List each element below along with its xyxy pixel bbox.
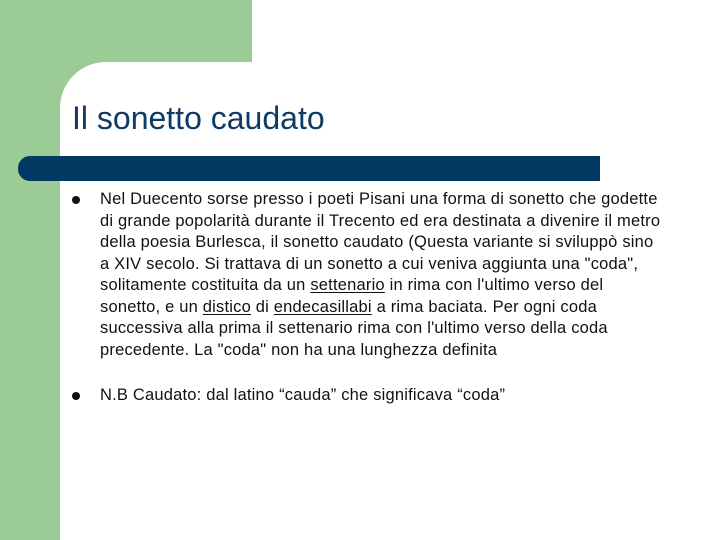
bullet-dot-icon bbox=[72, 196, 80, 204]
title-underline-bar bbox=[18, 156, 600, 181]
bullet-2-text: N.B Caudato: dal latino “cauda” che significava “coda” bbox=[100, 386, 506, 404]
slide-title: Il sonetto caudato bbox=[72, 100, 325, 136]
bullet-item-1 bbox=[72, 189, 662, 361]
endecasillabi-link[interactable]: endecasillabi bbox=[273, 297, 372, 316]
bullet-1-text-part-1: Nel Duecento sorse presso i poeti Pisani una forma di sonetto che godette di grande popolarità durante il Trecento ed era destinata a divenire il metro della poesia Burlesca, il sonetto caudato (Questa variante si sviluppò sino a XIV secolo. Si trattava di un sonetto a cui veniva aggiunta una "coda", solitamente costituita da un bbox=[100, 190, 661, 294]
bullet-item-2 bbox=[72, 385, 662, 407]
bullet-list bbox=[72, 189, 662, 407]
distico-link[interactable]: distico bbox=[202, 297, 251, 316]
bullet-1-text-part-2: in rima con l'ultimo verso del sonetto, e un bbox=[100, 276, 604, 316]
bullet-dot-icon bbox=[72, 392, 80, 400]
bullet-1-text-part-4: a rima baciata. Per ogni coda successiva alla prima il settenario rima con l'ultimo verso della coda precedente. La "coda" non ha una lunghezza definita bbox=[100, 297, 608, 359]
bullet-1-text-part-3: di bbox=[250, 297, 274, 316]
settenario-link[interactable]: settenario bbox=[310, 276, 385, 294]
